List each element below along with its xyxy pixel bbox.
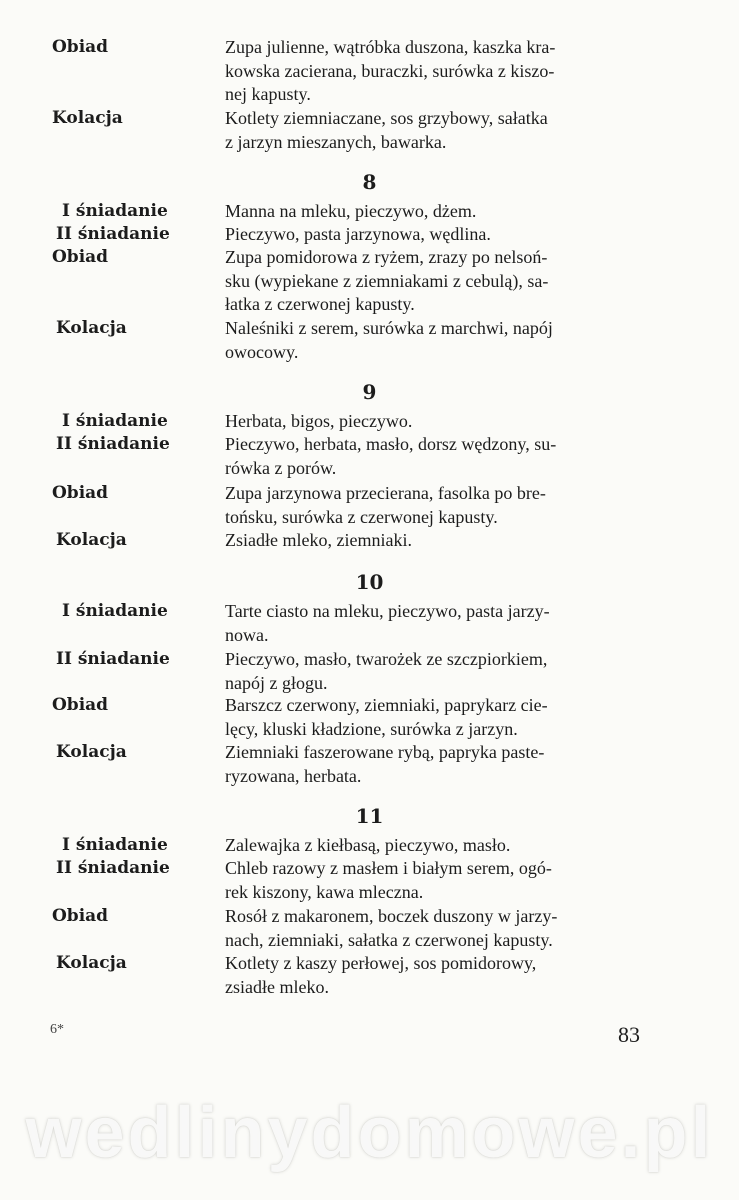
meal-description: Manna na mleku, pieczywo, dżem. xyxy=(225,201,477,221)
meal-description: Herbata, bigos, pieczywo. xyxy=(225,411,413,431)
day-number: 8 xyxy=(362,170,377,194)
meal-description: Rosół z makaronem, boczek duszony w jarzy- nach, ziemniaki, sałatka z czerwonej kapusty. xyxy=(225,906,558,950)
meal-label: Obiad xyxy=(52,695,109,715)
day-number: 10 xyxy=(355,570,384,594)
meal-label: II śniadanie xyxy=(56,434,170,454)
meal-label: Kolacja xyxy=(56,318,127,338)
meal-label: Obiad xyxy=(52,906,109,926)
meal-label: I śniadanie xyxy=(62,601,168,621)
meal-description: Kotlety ziemniaczane, sos grzybowy, sałatka z jarzyn mieszanych, bawarka. xyxy=(225,108,548,152)
meal-description: Pieczywo, pasta jarzynowa, wędlina. xyxy=(225,224,491,244)
meal-label: Kolacja xyxy=(52,108,123,128)
meal-label: I śniadanie xyxy=(62,411,168,431)
meal-description: Zupa pomidorowa z ryżem, zrazy po nelsoń- sku (wypiekane z ziemniakami z cebulą), sa- łatka z czerwonej kapusty. xyxy=(225,247,549,314)
meal-label: I śniadanie xyxy=(62,201,168,221)
meal-description: Barszcz czerwony, ziemniaki, paprykarz cie- lęcy, kluski kładzione, surówka z jarzyn. xyxy=(225,695,548,739)
meal-description: Chleb razowy z masłem i białym serem, ogó- rek kiszony, kawa mleczna. xyxy=(225,858,552,902)
meal-label: Obiad xyxy=(52,247,109,267)
meal-description: Zupa julienne, wątróbka duszona, kaszka kra- kowska zacierana, buraczki, surówka z kiszo- nej kapusty. xyxy=(225,37,556,104)
meal-description: Ziemniaki faszerowane rybą, papryka paste- ryzowana, herbata. xyxy=(225,742,545,786)
meal-label: Kolacja xyxy=(56,530,127,550)
meal-label: II śniadanie xyxy=(56,224,170,244)
day-number: 11 xyxy=(355,804,384,828)
meal-label: Obiad xyxy=(52,483,109,503)
signature-mark: 6* xyxy=(50,1022,64,1037)
meal-label: Obiad xyxy=(52,37,109,57)
meal-description: Zupa jarzynowa przecierana, fasolka po bre- tońsku, surówka z czerwonej kapusty. xyxy=(225,483,546,527)
page-number: 83 xyxy=(618,1022,640,1047)
meal-label: Kolacja xyxy=(56,742,127,762)
meal-label: II śniadanie xyxy=(56,649,170,669)
meal-description: Naleśniki z serem, surówka z marchwi, napój owocowy. xyxy=(225,318,553,362)
meal-label: II śniadanie xyxy=(56,858,170,878)
watermark: wedlinydomowe.pl xyxy=(25,1093,714,1173)
day-number: 9 xyxy=(362,380,377,404)
meal-description: Zalewajka z kiełbasą, pieczywo, masło. xyxy=(225,835,511,855)
meal-label: Kolacja xyxy=(56,953,127,973)
meal-description: Pieczywo, masło, twarożek ze szczpiorkiem, napój z głogu. xyxy=(225,649,548,693)
meal-description: Zsiadłe mleko, ziemniaki. xyxy=(225,530,412,550)
meal-description: Tarte ciasto na mleku, pieczywo, pasta jarzy- nowa. xyxy=(225,601,550,645)
meal-label: I śniadanie xyxy=(62,835,168,855)
meal-description: Pieczywo, herbata, masło, dorsz wędzony, su- rówka z porów. xyxy=(225,434,557,478)
meal-description: Kotlety z kaszy perłowej, sos pomidorowy, zsiadłe mleko. xyxy=(225,953,537,997)
